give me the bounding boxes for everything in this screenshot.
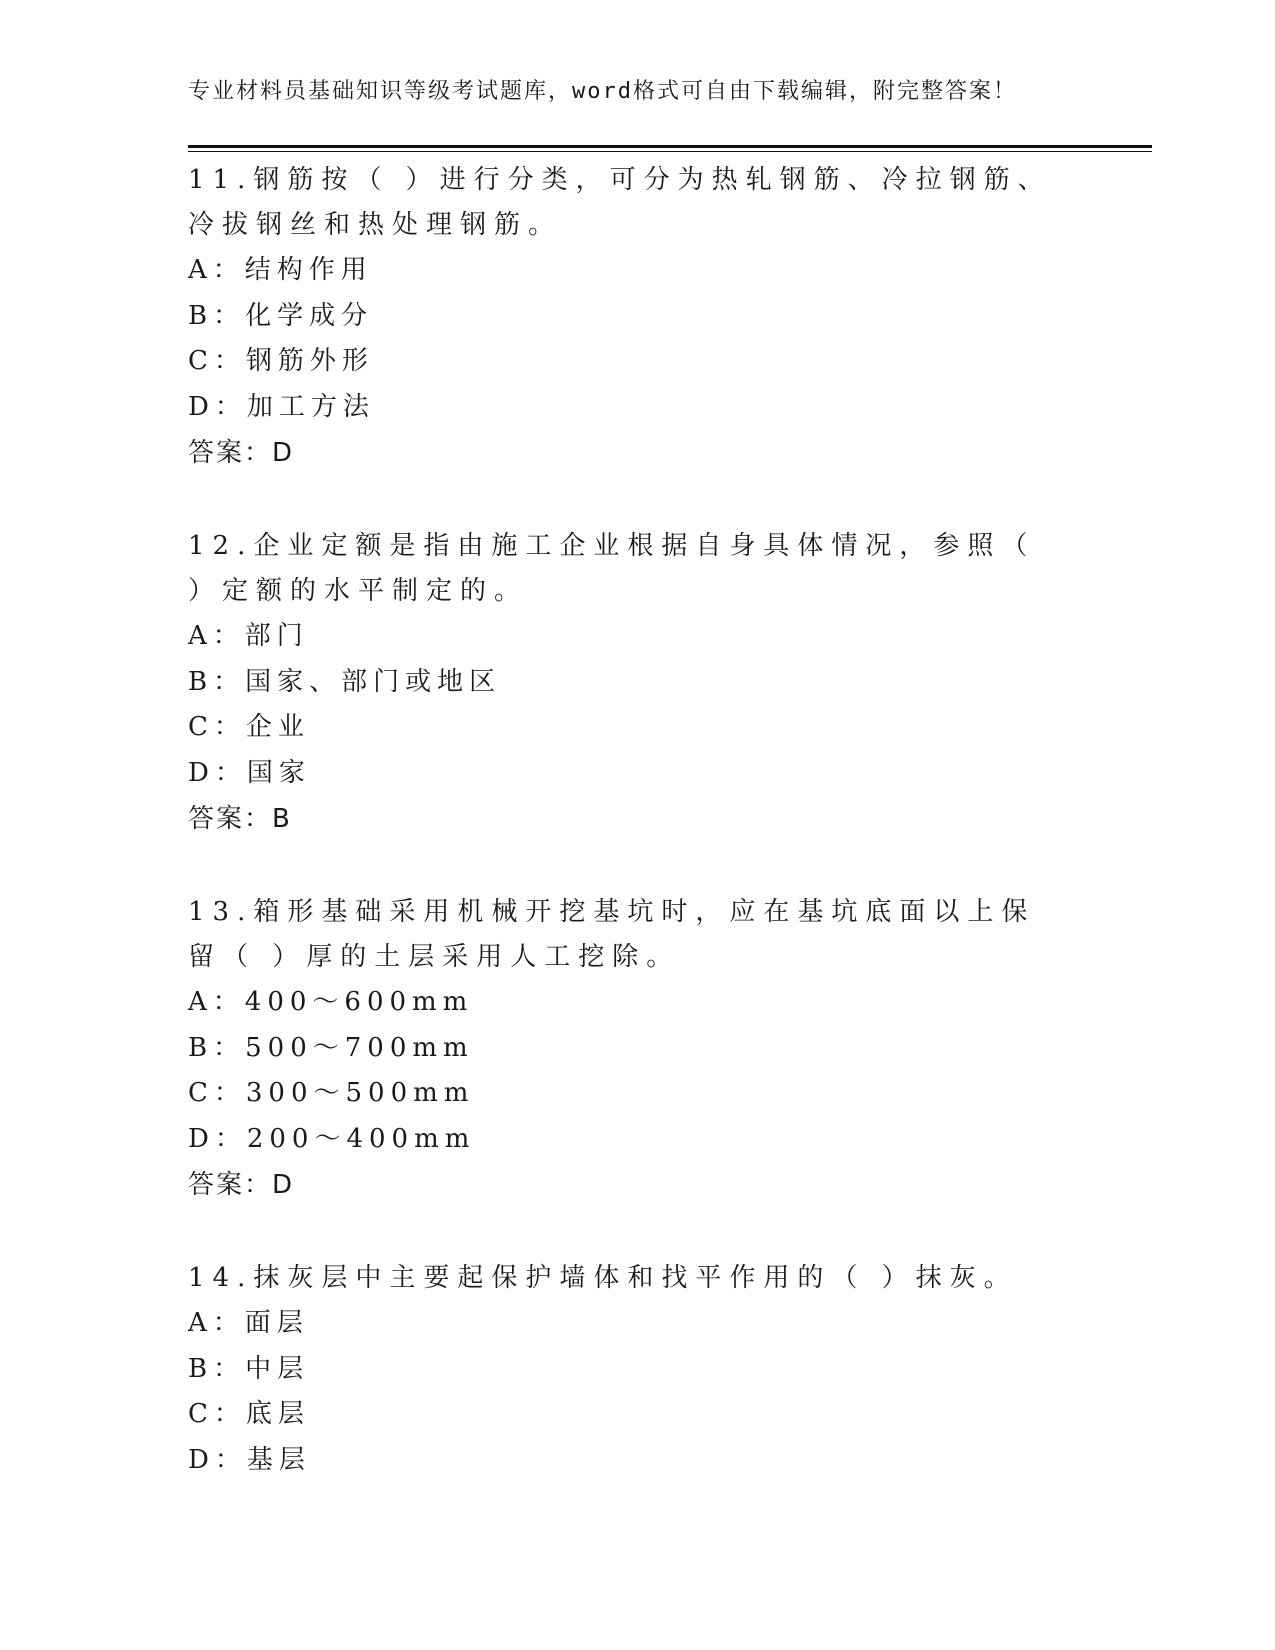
option-b: B：国家、部门或地区 (188, 666, 502, 697)
option-a: A：结构作用 (188, 255, 373, 285)
question-list (188, 158, 1088, 1531)
question-13 (188, 890, 1088, 1208)
header-rule-thin (188, 151, 1152, 152)
question-stem: 11.钢筋按（ ）进行分类，可分为热轧钢筋、冷拉钢筋、冷拔钢丝和热处理钢筋。 (188, 165, 1052, 240)
option-b: B：中层 (188, 1353, 310, 1384)
option-c: C：底层 (188, 1399, 310, 1429)
header-rule-thick (188, 145, 1152, 148)
option-b: B：化学成分 (188, 300, 374, 331)
option-d: D：国家 (188, 757, 311, 788)
answer: 答案：B (188, 804, 292, 834)
option-a: A：面层 (188, 1308, 309, 1338)
option-d: D：基层 (188, 1444, 311, 1475)
option-c: C：企业 (188, 712, 310, 742)
question-stem: 13.箱形基础采用机械开挖基坑时，应在基坑底面以上保留（ ）厚的土层采用人工挖除。 (188, 897, 1036, 972)
page-header: 专业材料员基础知识等级考试题库，word格式可自由下载编辑，附完整答案！ (188, 79, 1017, 104)
option-d: D：200～400mm (188, 1123, 476, 1154)
answer: 答案：D (188, 1170, 295, 1200)
option-d: D：加工方法 (188, 391, 375, 422)
option-b: B：500～700mm (188, 1032, 474, 1063)
question-12 (188, 524, 1088, 842)
option-c: C：300～500mm (188, 1078, 475, 1108)
question-14 (188, 1256, 1088, 1483)
question-11 (188, 158, 1088, 476)
option-c: C：钢筋外形 (188, 346, 374, 376)
question-stem: 14.抹灰层中主要起保护墙体和找平作用的（ ）抹灰。 (188, 1263, 1018, 1293)
option-a: A：400～600mm (188, 987, 474, 1017)
option-a: A：部门 (188, 621, 309, 651)
answer: 答案：D (188, 438, 295, 468)
question-stem: 12.企业定额是指由施工企业根据自身具体情况，参照（ ）定额的水平制定的。 (188, 531, 1036, 606)
